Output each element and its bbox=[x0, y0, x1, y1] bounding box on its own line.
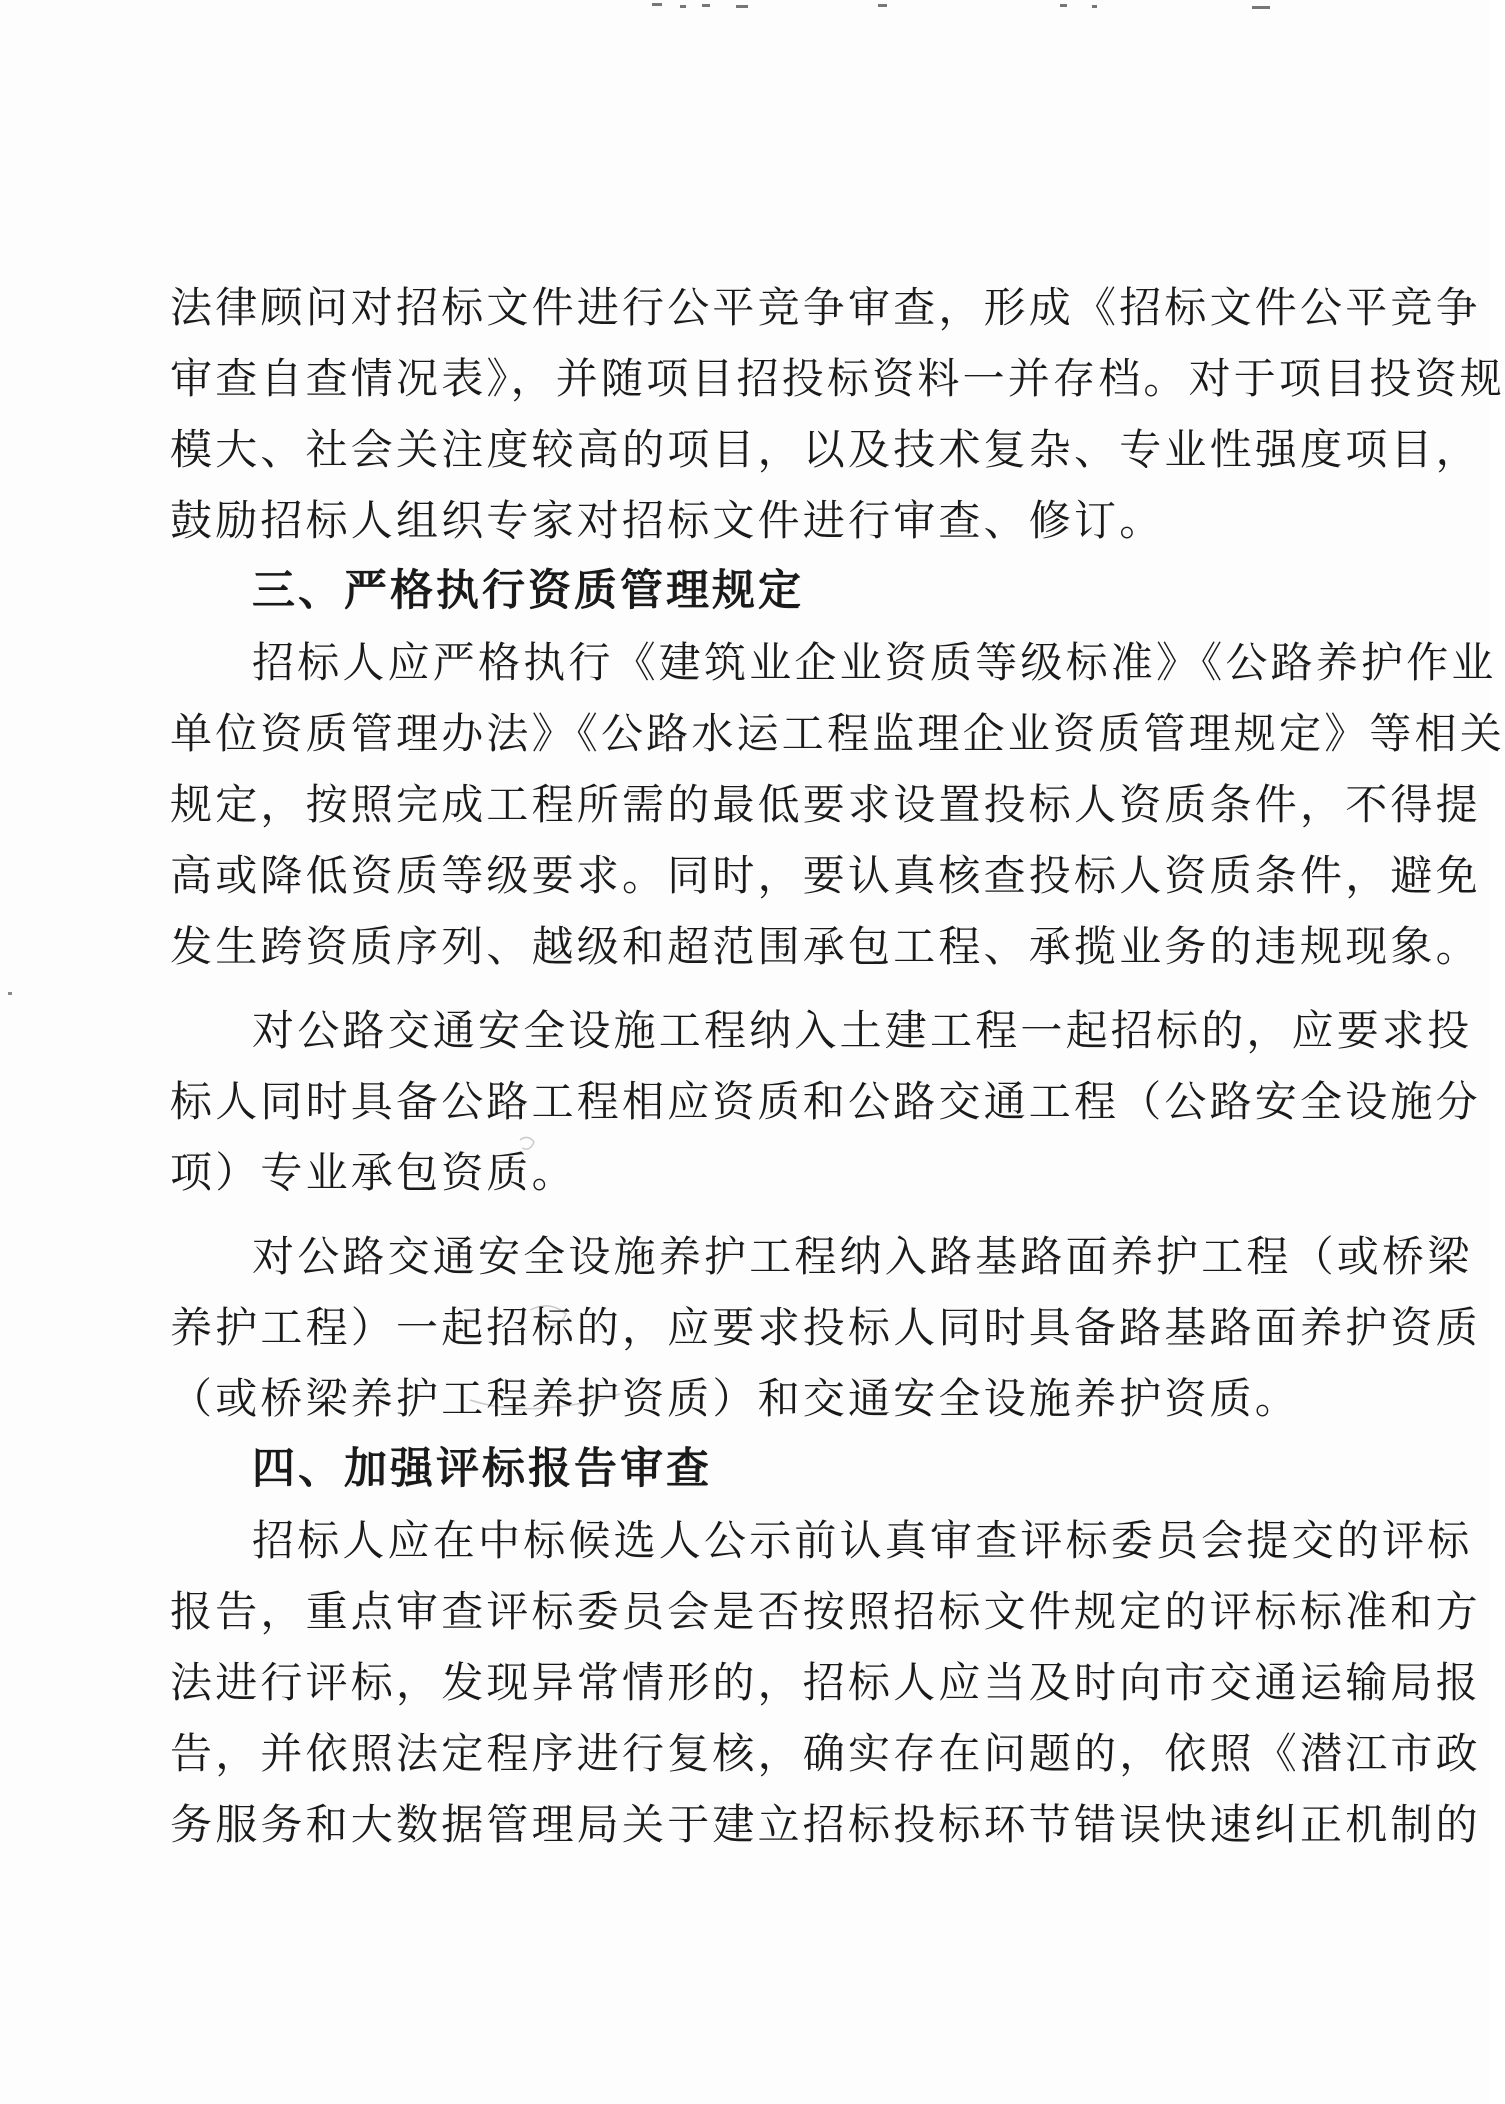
text-line: 单位资质管理办法》《公路水运工程监理企业资质管理规定》等相关 bbox=[170, 709, 1505, 758]
text-line: 法律顾问对招标文件进行公平竞争审查，形成《招标文件公平竞争 bbox=[170, 283, 1481, 332]
text-line: 对公路交通安全设施养护工程纳入路基路面养护工程（或桥梁 bbox=[252, 1232, 1473, 1281]
document-body bbox=[170, 272, 1505, 1860]
text-line: 务服务和大数据管理局关于建立招标投标环节错误快速纠正机制的 bbox=[170, 1800, 1481, 1849]
text-line: 养护工程）一起招标的，应要求投标人同时具备路基路面养护资质 bbox=[170, 1303, 1481, 1352]
text-line: 报告，重点审查评标委员会是否按照招标文件规定的评标标准和方 bbox=[170, 1587, 1481, 1636]
text-line: 法进行评标，发现异常情形的，招标人应当及时向市交通运输局报 bbox=[170, 1658, 1481, 1707]
text-line: 规定，按照完成工程所需的最低要求设置投标人资质条件，不得提 bbox=[170, 780, 1481, 829]
text-line: 对公路交通安全设施工程纳入土建工程一起招标的，应要求投 bbox=[252, 1006, 1473, 1055]
margin-speck bbox=[8, 992, 12, 995]
paragraph-safety-facilities-civil bbox=[170, 995, 1481, 1208]
paragraph-review-continuation bbox=[170, 272, 1505, 556]
text-line: 高或降低资质等级要求。同时，要认真核查投标人资质条件，避免 bbox=[170, 851, 1481, 900]
text-line: 鼓励招标人组织专家对招标文件进行审查、修订。 bbox=[170, 496, 1165, 545]
text-line: （或桥梁养护工程养护资质）和交通安全设施养护资质。 bbox=[170, 1374, 1301, 1423]
paragraph-qualification-standards bbox=[170, 627, 1505, 982]
text-line: 招标人应严格执行《建筑业企业资质等级标准》《公路养护作业 bbox=[252, 638, 1497, 687]
section-heading-bid-evaluation: 四、加强评标报告审查 bbox=[252, 1444, 712, 1494]
paragraph-safety-facilities-maintenance bbox=[170, 1221, 1481, 1434]
text-line: 发生跨资质序列、越级和超范围承包工程、承揽业务的违规现象。 bbox=[170, 922, 1481, 971]
text-line: 项）专业承包资质。 bbox=[170, 1148, 577, 1197]
text-line: 审查自查情况表》，并随项目招投标资料一并存档。对于项目投资规 bbox=[170, 354, 1505, 403]
paragraph-bid-evaluation-report bbox=[170, 1505, 1481, 1860]
text-line: 标人同时具备公路工程相应资质和公路交通工程（公路安全设施分 bbox=[170, 1077, 1481, 1126]
text-line: 招标人应在中标候选人公示前认真审查评标委员会提交的评标 bbox=[252, 1516, 1473, 1565]
section-heading-qualification: 三、严格执行资质管理规定 bbox=[252, 566, 804, 616]
scan-edge-marks bbox=[640, 0, 1340, 14]
text-line: 告，并依照法定程序进行复核，确实存在问题的，依照《潜江市政 bbox=[170, 1729, 1481, 1778]
text-line: 模大、社会关注度较高的项目，以及技术复杂、专业性强度项目， bbox=[170, 425, 1481, 474]
